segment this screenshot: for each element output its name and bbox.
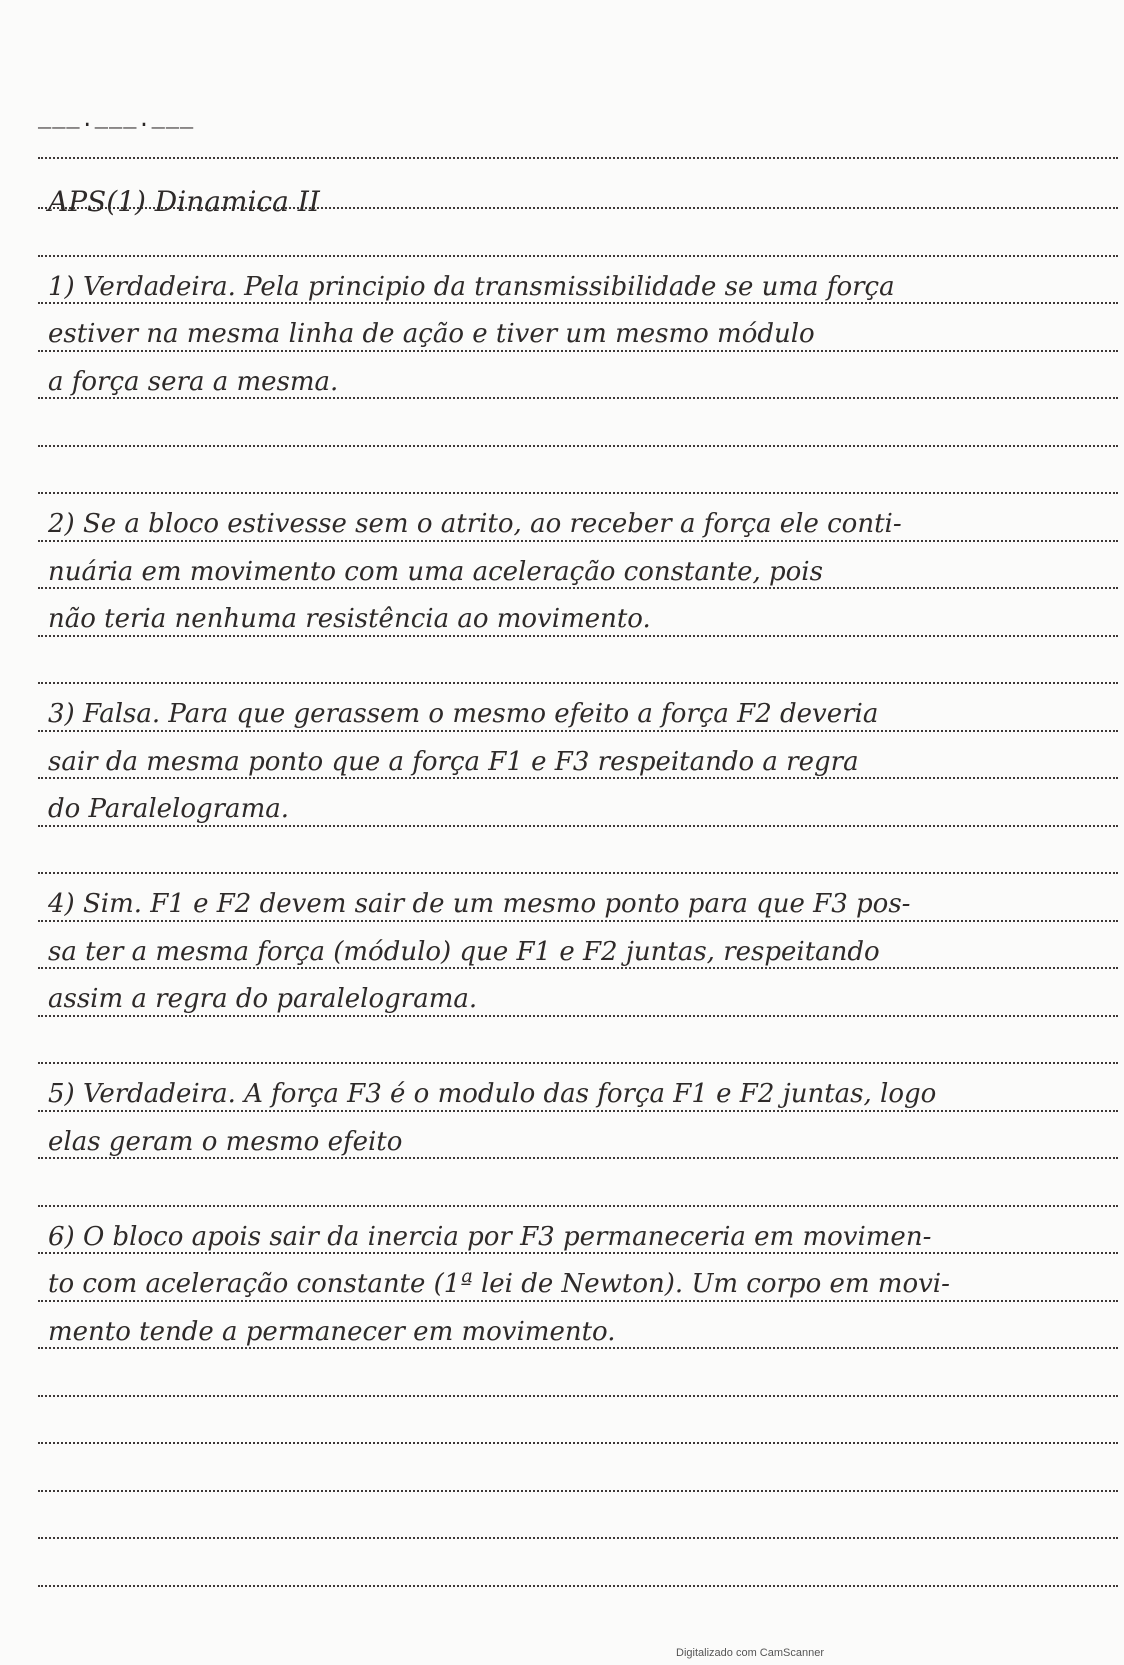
ruled-line (38, 1110, 1118, 1112)
ruled-line (38, 1442, 1118, 1444)
ruled-line (38, 540, 1118, 542)
answer-6-line-2: to com aceleração constante (1ª lei de Newton). Um corpo em movi- (48, 1269, 950, 1299)
scanner-watermark: Digitalizado com CamScanner (676, 1647, 824, 1659)
ruled-line (38, 872, 1118, 874)
ruled-line (38, 967, 1118, 969)
ruled-line (38, 682, 1118, 684)
answer-4-line-3: assim a regra do paralelograma. (48, 984, 478, 1014)
ruled-line (38, 825, 1118, 827)
answer-1-line-3: a força sera a mesma. (48, 367, 339, 397)
ruled-line (38, 157, 1118, 159)
ruled-line (38, 1015, 1118, 1017)
ruled-line (38, 492, 1118, 494)
answer-4-line-1: 4) Sim. F1 e F2 devem sair de um mesmo ponto para que F3 pos- (48, 889, 911, 919)
ruled-line (38, 1585, 1118, 1587)
ruled-line (38, 1395, 1118, 1397)
answer-3-line-3: do Paralelograma. (48, 794, 289, 824)
ruled-line (38, 635, 1118, 637)
answer-4-line-2: sa ter a mesma força (módulo) que F1 e F2 juntas, respeitando (48, 937, 880, 967)
ruled-line (38, 920, 1118, 922)
answer-3-line-2: sair da mesma ponto que a força F1 e F3 respeitando a regra (48, 747, 859, 777)
ruled-line (38, 587, 1118, 589)
ruled-line (38, 1537, 1118, 1539)
answer-2-line-3: não teria nenhuma resistência ao movimento. (48, 604, 651, 634)
date-field: ___.___.___ (38, 108, 195, 133)
page-title: APS(1) Dinamica II (48, 185, 320, 218)
answer-5-line-2: elas geram o mesmo efeito (48, 1127, 403, 1157)
ruled-line (38, 1205, 1118, 1207)
answer-1-line-1: 1) Verdadeira. Pela principio da transmissibilidade se uma força (48, 272, 895, 302)
answer-2-line-1: 2) Se a bloco estivesse sem o atrito, ao receber a força ele conti- (48, 509, 902, 539)
ruled-line (38, 1157, 1118, 1159)
ruled-line (38, 1490, 1118, 1492)
ruled-line (38, 1062, 1118, 1064)
ruled-line (38, 1300, 1118, 1302)
ruled-line (38, 302, 1118, 304)
ruled-line (38, 255, 1118, 257)
ruled-line (38, 445, 1118, 447)
answer-1-line-2: estiver na mesma linha de ação e tiver um mesmo módulo (48, 319, 815, 349)
ruled-line (38, 350, 1118, 352)
ruled-line (38, 1347, 1118, 1349)
answer-3-line-1: 3) Falsa. Para que gerassem o mesmo efeito a força F2 deveria (48, 699, 879, 729)
answer-5-line-1: 5) Verdadeira. A força F3 é o modulo das força F1 e F2 juntas, logo (48, 1079, 937, 1109)
answer-6-line-3: mento tende a permanecer em movimento. (48, 1317, 616, 1347)
ruled-line (38, 1252, 1118, 1254)
ruled-line (38, 730, 1118, 732)
answer-2-line-2: nuária em movimento com uma aceleração constante, pois (48, 557, 823, 587)
answer-6-line-1: 6) O bloco apois sair da inercia por F3 permaneceria em movimen- (48, 1222, 932, 1252)
ruled-line (38, 777, 1118, 779)
ruled-line (38, 397, 1118, 399)
